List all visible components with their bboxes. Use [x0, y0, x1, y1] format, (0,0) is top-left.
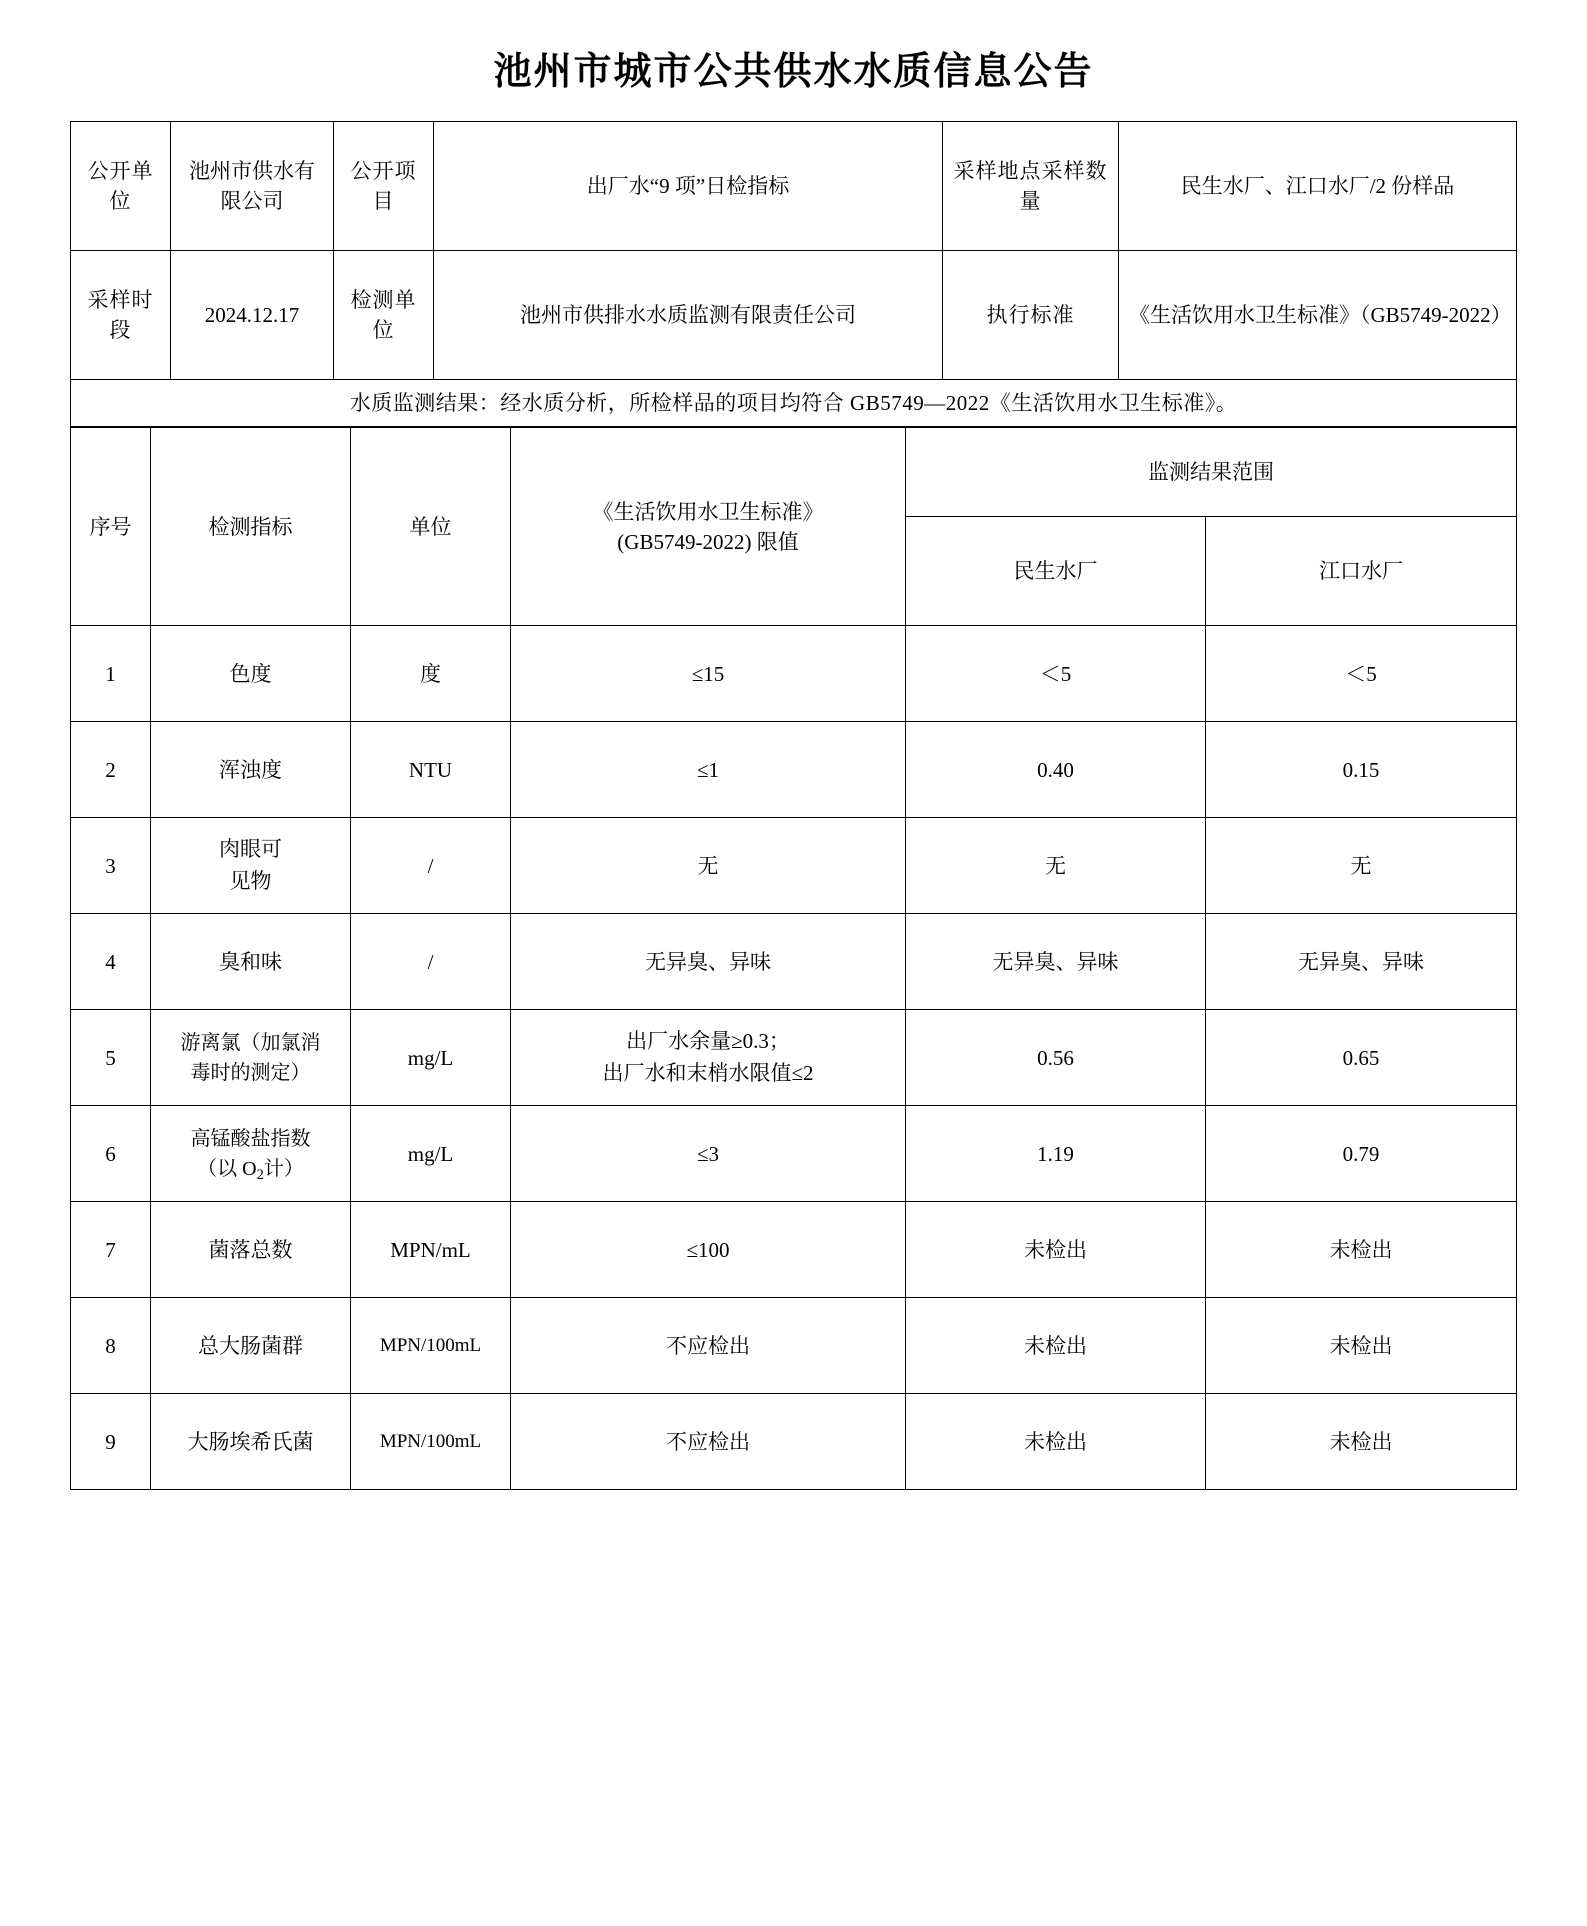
row-plant2-value: 0.15: [1206, 722, 1517, 818]
row-indicator: 高锰酸盐指数 （以 $O_2$计）: [151, 1106, 351, 1202]
row-index: 1: [71, 626, 151, 722]
table-row: [71, 1010, 1517, 1106]
table-row: [71, 1202, 1517, 1298]
result-note-row: [71, 380, 1517, 427]
info-row-2: [71, 251, 1517, 380]
header-limit-line1: 《生活饮用水卫生标准》: [592, 499, 824, 524]
row-limit: 出厂水余量≥0.3； 出厂水和末梢水限值≤2: [511, 1010, 906, 1106]
row-index: 9: [71, 1394, 151, 1490]
row-plant1-value: ＜5: [906, 626, 1206, 722]
row-limit: ≤1: [511, 722, 906, 818]
info-row-1: [71, 122, 1517, 251]
row-limit: 不应检出: [511, 1298, 906, 1394]
results-table: [70, 427, 1517, 1490]
row-limit: ≤15: [511, 626, 906, 722]
row-plant2-value: 未检出: [1206, 1298, 1517, 1394]
row-unit: mg/L: [351, 1106, 511, 1202]
row-indicator: 总大肠菌群: [151, 1298, 351, 1394]
results-header-row-1: [71, 428, 1517, 517]
row-plant2-value: 0.79: [1206, 1106, 1517, 1202]
row-indicator: 臭和味: [151, 914, 351, 1010]
header-indicator: 检测指标: [151, 428, 351, 626]
row-indicator: 色度: [151, 626, 351, 722]
header-result-group: 监测结果范围: [906, 428, 1517, 517]
row-plant2-value: ＜5: [1206, 626, 1517, 722]
row-unit: /: [351, 818, 511, 914]
row-index: 4: [71, 914, 151, 1010]
table-row: [71, 914, 1517, 1010]
info-table: [70, 121, 1517, 427]
row-plant1-value: 无: [906, 818, 1206, 914]
publisher-label: 公开单位: [71, 122, 171, 251]
standard-value: 《生活饮用水卫生标准》（GB5749-2022）: [1119, 251, 1517, 380]
row-unit: MPN/100mL: [351, 1394, 511, 1490]
publisher-value: 池州市供水有限公司: [171, 122, 334, 251]
row-unit: NTU: [351, 722, 511, 818]
header-limit: [511, 428, 906, 626]
row-plant2-value: 未检出: [1206, 1202, 1517, 1298]
row-limit: 不应检出: [511, 1394, 906, 1490]
sample-site-label: 采样地点采样数量: [943, 122, 1119, 251]
table-row: [71, 1394, 1517, 1490]
row-index: 5: [71, 1010, 151, 1106]
row-indicator: 游离氯（加氯消 毒时的测定）: [151, 1010, 351, 1106]
row-unit: /: [351, 914, 511, 1010]
project-label: 公开项目: [334, 122, 434, 251]
row-indicator: 肉眼可 见物: [151, 818, 351, 914]
row-index: 3: [71, 818, 151, 914]
row-limit: 无异臭、异味: [511, 914, 906, 1010]
header-plant-minsheng: 民生水厂: [906, 517, 1206, 626]
sample-period-label: 采样时段: [71, 251, 171, 380]
row-index: 2: [71, 722, 151, 818]
table-row: [71, 626, 1517, 722]
row-unit: MPN/100mL: [351, 1298, 511, 1394]
row-plant1-value: 1.19: [906, 1106, 1206, 1202]
row-index: 8: [71, 1298, 151, 1394]
header-index: 序号: [71, 428, 151, 626]
row-plant1-value: 未检出: [906, 1394, 1206, 1490]
row-indicator: 大肠埃希氏菌: [151, 1394, 351, 1490]
row-plant2-value: 未检出: [1206, 1394, 1517, 1490]
row-unit: mg/L: [351, 1010, 511, 1106]
row-plant2-value: 无异臭、异味: [1206, 914, 1517, 1010]
row-limit: 无: [511, 818, 906, 914]
row-indicator: 浑浊度: [151, 722, 351, 818]
page-title: 池州市城市公共供水水质信息公告: [493, 51, 1094, 93]
row-unit: MPN/mL: [351, 1202, 511, 1298]
row-plant1-value: 0.56: [906, 1010, 1206, 1106]
testing-unit-value: 池州市供排水水质监测有限责任公司: [434, 251, 943, 380]
row-index: 7: [71, 1202, 151, 1298]
table-row: [71, 1298, 1517, 1394]
table-row: [71, 818, 1517, 914]
row-indicator: 菌落总数: [151, 1202, 351, 1298]
header-limit-line2: (GB5749-2022) 限值: [617, 529, 799, 554]
standard-label: 执行标准: [943, 251, 1119, 380]
row-index: 6: [71, 1106, 151, 1202]
row-plant2-value: 无: [1206, 818, 1517, 914]
sample-site-value: 民生水厂、江口水厂/2 份样品: [1119, 122, 1517, 251]
result-note: 水质监测结果：经水质分析，所检样品的项目均符合 GB5749—2022《生活饮用水卫生标准》。: [71, 380, 1517, 427]
row-unit: 度: [351, 626, 511, 722]
row-plant2-value: 0.65: [1206, 1010, 1517, 1106]
row-plant1-value: 无异臭、异味: [906, 914, 1206, 1010]
header-unit: 单位: [351, 428, 511, 626]
row-limit: ≤3: [511, 1106, 906, 1202]
table-row: [71, 1106, 1517, 1202]
row-plant1-value: 0.40: [906, 722, 1206, 818]
table-row: [71, 722, 1517, 818]
project-value: 出厂水“9 项”日检指标: [434, 122, 943, 251]
row-plant1-value: 未检出: [906, 1202, 1206, 1298]
row-limit: ≤100: [511, 1202, 906, 1298]
header-plant-jiangkou: 江口水厂: [1206, 517, 1517, 626]
row-plant1-value: 未检出: [906, 1298, 1206, 1394]
sample-period-value: 2024.12.17: [171, 251, 334, 380]
testing-unit-label: 检测单位: [334, 251, 434, 380]
results-body: [71, 626, 1517, 1490]
